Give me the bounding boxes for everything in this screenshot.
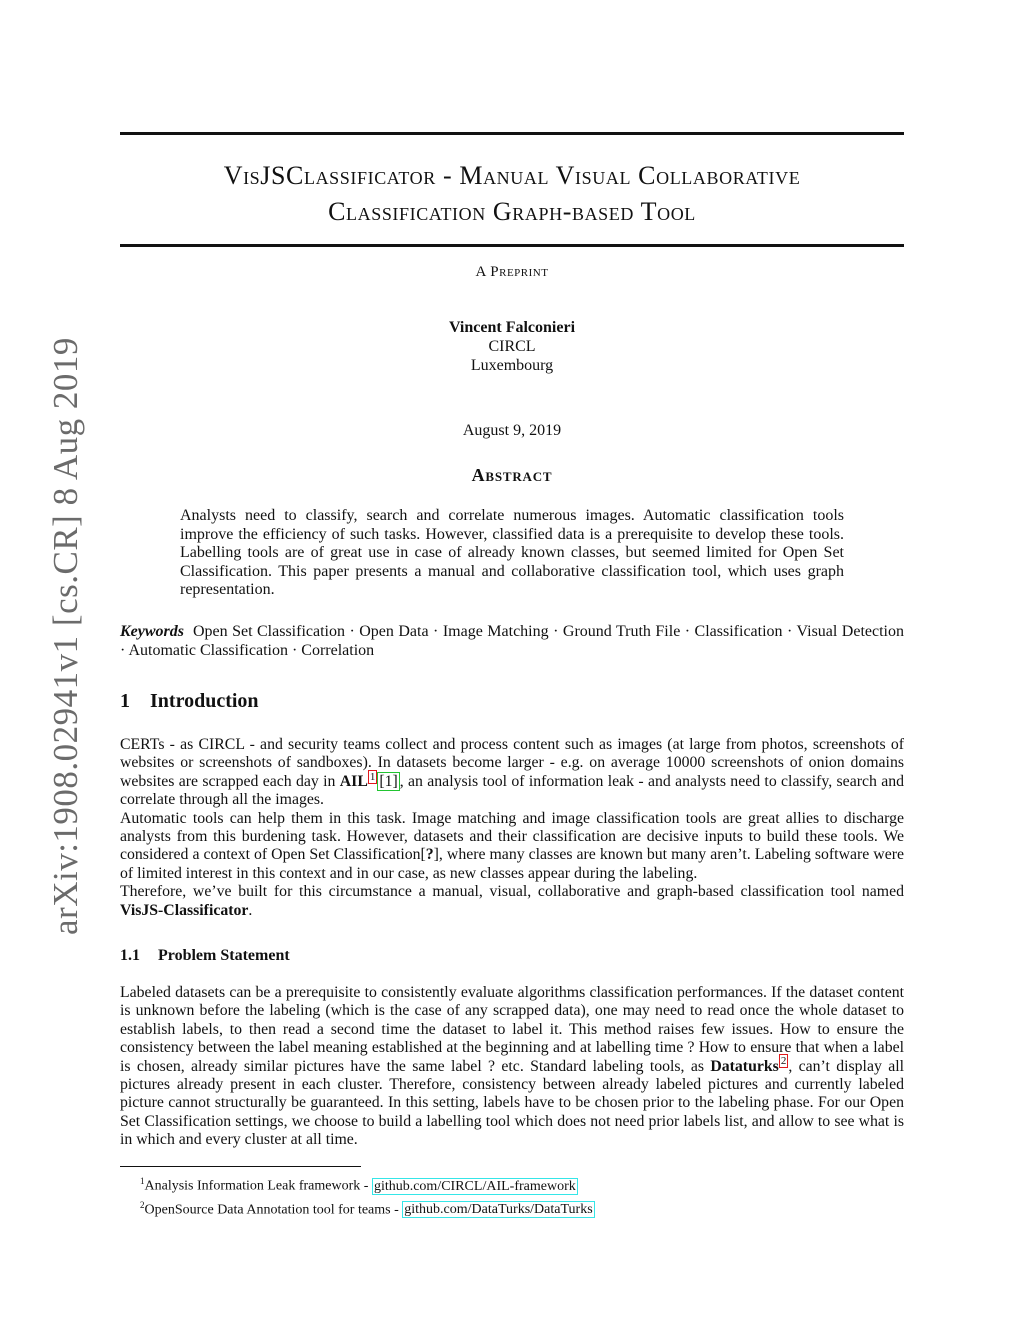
dataturks-name: Dataturks xyxy=(710,1057,779,1075)
title-rule-bottom xyxy=(120,244,904,247)
section-heading-introduction xyxy=(120,690,259,713)
intro-paragraph-3 xyxy=(120,883,904,920)
title-rule-top xyxy=(120,132,904,135)
missing-citation[interactable]: ? xyxy=(425,846,434,864)
arxiv-identifier: arXiv:1908.02941v1 [cs.CR] 8 Aug 2019 xyxy=(46,337,85,935)
intro-paragraph-1 xyxy=(120,736,904,810)
footnote-text: OpenSource Data Annotation tool for teams - xyxy=(144,1202,403,1218)
text-run: ], where many classes are known but many aren’t. Labeling software were of limited interest in this context and in our case, as new classes appear during the labeling. xyxy=(120,846,904,882)
abstract-heading: Abstract xyxy=(471,465,553,485)
text-run: , can’t display all pictures already present in each cluster. Therefore, consistency between already labeled pictures and currently labeled picture cannot structurally be guaranteed. In this setting, labels have to be chosen prior to the labeling phase. For our Open Set Classification settings, we choose to build a labelling tool which does not need prior labels list, and allow to see what is in which and every cluster at all time. xyxy=(120,1057,904,1149)
text-run: . xyxy=(248,901,253,919)
section-title: Introduction xyxy=(150,690,259,712)
text-run: , an analysis tool of information leak - and analysts need to classify, search and correlate through all the images. xyxy=(120,772,905,809)
author-org: CIRCL xyxy=(488,338,536,355)
keywords-label: Keywords xyxy=(120,623,184,640)
footnote-ref-1[interactable]: 1 xyxy=(369,770,376,783)
ail-name: AIL xyxy=(339,772,368,790)
arxiv-side-stamp xyxy=(18,337,85,935)
footnote-1 xyxy=(140,1172,595,1196)
keywords-text: Open Set Classification · Open Data · Image Matching · Ground Truth File · Classification · Visual Detection · Automatic Classification · Correlation xyxy=(120,623,905,659)
abstract-text: Analysts need to classify, search and correlate numerous images. Automatic classification tools improve the efficiency of such tasks. However, classified data is a prerequisite to develop these tools. Labelling tools are of great use in case of already known classes, but seemed limited for Open Set Classification. This paper presents a manual and collaborative classification tool, which uses graph representation. xyxy=(180,507,844,599)
subsection-number: 1.1 xyxy=(120,947,140,964)
preprint-label: A Preprint xyxy=(475,264,549,280)
footnote-text: Analysis Information Leak framework - xyxy=(144,1178,372,1194)
paper-date: August 9, 2019 xyxy=(462,422,562,439)
intro-paragraph-2 xyxy=(120,810,904,884)
footnotes xyxy=(140,1172,595,1219)
introduction-body xyxy=(120,736,904,920)
paper-title xyxy=(120,158,904,230)
text-run: Automatic tools can help them in this task. Image matching and image classification tools are great allies to discharge analysts from this burdening task. However, datasets and their classification are decisive inputs to build these tools. We considered a context of Open Set Classification[ xyxy=(120,809,904,864)
footnote-number: 1 xyxy=(140,1176,145,1186)
footnote-number: 2 xyxy=(140,1199,145,1210)
footnote-rule xyxy=(120,1166,361,1167)
footnote-ref-2[interactable]: 2 xyxy=(780,1055,787,1068)
paper-title-line1: VisJSClassificator - Manual Visual Collaborative xyxy=(223,161,801,190)
author-name: Vincent Falconieri xyxy=(448,319,576,336)
section-number: 1 xyxy=(120,690,130,712)
footnote-link-ail[interactable]: github.com/CIRCL/AIL-framework xyxy=(373,1178,576,1194)
text-run: Labeled datasets can be a prerequisite to consistently evaluate algorithms classification performances. If the dataset content is unknown before the labeling (which is the case of any scrapped data), one may need to read once the whole dataset to establish labels, to then read a second time the dataset to label it. This method raises few issues. How to ensure the consistency between the label meaning established at the beginning and at labelling time ? How to ensure that when a label is chosen, already similar pictures have the same label ? etc. Standard labeling tools, as xyxy=(120,984,904,1075)
problem-statement-body xyxy=(120,984,904,1150)
author-location: Luxembourg xyxy=(470,357,554,374)
text-run: Therefore, we’ve built for this circumstance a manual, visual, collaborative and graph-based classification tool named xyxy=(120,883,904,901)
problem-paragraph xyxy=(120,984,904,1150)
subsection-title: Problem Statement xyxy=(158,947,290,964)
tool-name: VisJS-Classificator xyxy=(120,901,249,919)
subsection-heading-problem-statement xyxy=(120,947,290,965)
citation-link-1[interactable]: [1] xyxy=(379,772,398,790)
text-run: CERTs - as CIRCL - and security teams collect and process content such as images (at large from photos, screenshots of websites or screenshots of sandboxes). In datasets become larger - e.g. on average 10000 screenshots of onion domains websites are scrapped each day in xyxy=(120,736,904,790)
keywords xyxy=(120,623,904,660)
footnote-link-dataturks[interactable]: github.com/DataTurks/DataTurks xyxy=(404,1202,593,1218)
paper-title-line2: Classification Graph-based Tool xyxy=(328,197,696,226)
author-block xyxy=(120,318,904,375)
footnote-2 xyxy=(140,1196,595,1220)
